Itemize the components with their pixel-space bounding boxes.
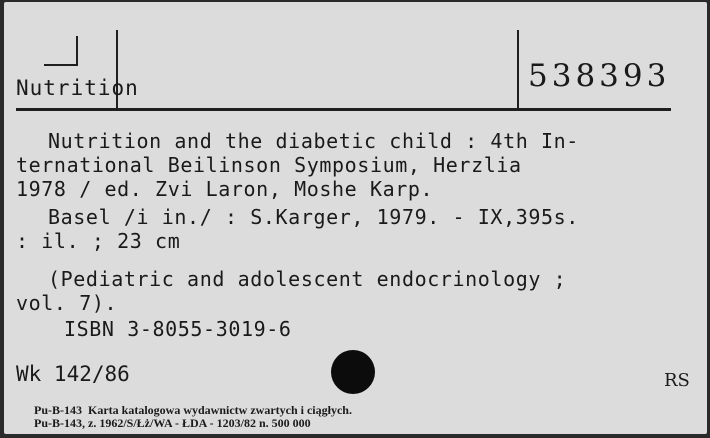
subject-heading: Nutrition	[16, 76, 139, 100]
punch-hole	[331, 350, 375, 394]
corner-mark-v	[76, 36, 78, 66]
header-rule	[16, 108, 671, 111]
title-line-2: ternational Beilinson Symposium, Herzlia	[16, 153, 522, 177]
title-line-3: 1978 / ed. Zvi Laron, Moshe Karp.	[16, 177, 434, 201]
footer-line-1: Pu-B-143 Karta katalogowa wydawnictw zwartych i ciągłych.	[34, 403, 352, 417]
call-number: 538393	[528, 58, 671, 94]
imprint-line-1: Basel /i in./ : S.Karger, 1979. - IX,395s.	[48, 205, 579, 229]
series-line-2: vol. 7).	[16, 291, 118, 315]
title-line-1: Nutrition and the diabetic child : 4th In-	[48, 129, 579, 153]
cataloger-initials: RS	[664, 370, 690, 391]
footer-line-2: Pu-B-143, z. 1962/S/Łż/WA - ŁDA - 1203/82 n. 500 000	[34, 416, 311, 430]
header-right-divider	[517, 30, 519, 110]
imprint-line-2: : il. ; 23 cm	[16, 229, 181, 253]
series-line-1: (Pediatric and adolescent endocrinology ;	[48, 267, 567, 291]
corner-mark-h	[44, 64, 78, 66]
shelf-code: Wk 142/86	[16, 362, 130, 386]
catalog-card	[4, 2, 707, 434]
isbn: ISBN 3-8055-3019-6	[64, 317, 292, 341]
